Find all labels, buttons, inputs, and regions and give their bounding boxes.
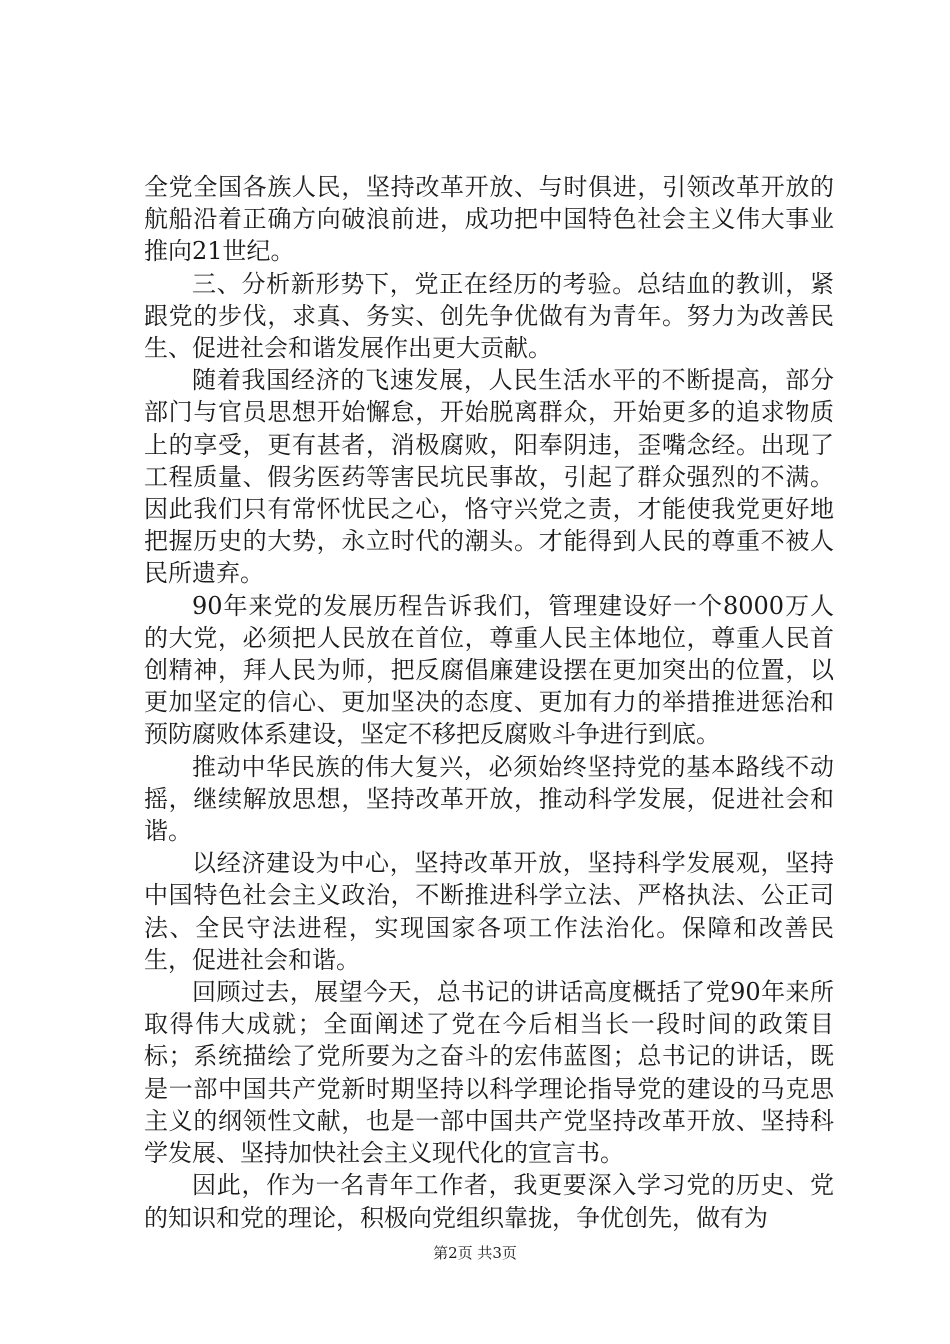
paragraph-national-rejuvenation: 推动中华民族的伟大复兴，必须始终坚持党的基本路线不动摇，继续解放思想，坚持改革开放，推动科学发展，促进社会和谐。 bbox=[144, 752, 834, 846]
document-body bbox=[144, 171, 834, 1234]
paragraph-economic-center: 以经济建设为中心，坚持改革开放，坚持科学发展观，坚持中国特色社会主义政治，不断推进科学立法、严格执法、公正司法、全民守法进程，实现国家各项工作法治化。保障和改善民生，促进社会和谐。 bbox=[144, 849, 834, 974]
paragraph-section-three: 三、分析新形势下，党正在经历的考验。总结血的教训，紧跟党的步伐，求真、务实、创先争优做有为青年。努力为改善民生、促进社会和谐发展作出更大贡献。 bbox=[144, 269, 834, 363]
page-number-footer: 第2页 共3页 bbox=[433, 1244, 517, 1262]
paragraph-continuation: 全党全国各族人民，坚持改革开放、与时俱进，引领改革开放的航船沿着正确方向破浪前进，成功把中国特色社会主义伟大事业推向21世纪。 bbox=[144, 173, 834, 266]
paragraph-economic-development: 随着我国经济的飞速发展，人民生活水平的不断提高，部分部门与官员思想开始懈怠，开始脱离群众，开始更多的追求物质上的享受，更有甚者，消极腐败，阳奉阴违，歪嘴念经。出现了工程质量、假劣医药等害民坑民事故，引起了群众强烈的不满。因此我们只有常怀忧民之心，恪守兴党之责，才能使我党更好地把握历史的大势，永立时代的潮头。才能得到人民的尊重不被人民所遗弃。 bbox=[144, 366, 834, 588]
paragraph-ninety-years: 90年来党的发展历程告诉我们，管理建设好一个8000万人的大党，必须把人民放在首位，尊重人民主体地位，尊重人民首创精神，拜人民为师，把反腐倡廉建设摆在更加突出的位置，以更加坚定的信心、更加坚决的态度、更加有力的举措推进惩治和预防腐败体系建设，坚定不移把反腐败斗争进行到底。 bbox=[144, 591, 834, 749]
paragraph-youth-worker: 因此，作为一名青年工作者，我更要深入学习党的历史、党的知识和党的理论，积极向党组织靠拢，争优创先，做有为 bbox=[144, 1171, 834, 1232]
paragraph-review-speech: 回顾过去，展望今天，总书记的讲话高度概括了党90年来所取得伟大成就；全面阐述了党在今后相当长一段时间的政策目标；系统描绘了党所要为之奋斗的宏伟蓝图；总书记的讲话，既是一部中国共产党新时期坚持以科学理论指导党的建设的马克思主义的纲领性文献，也是一部中国共产党坚持改革开放、坚持科学发展、坚持加快社会主义现代化的宣言书。 bbox=[144, 978, 834, 1168]
